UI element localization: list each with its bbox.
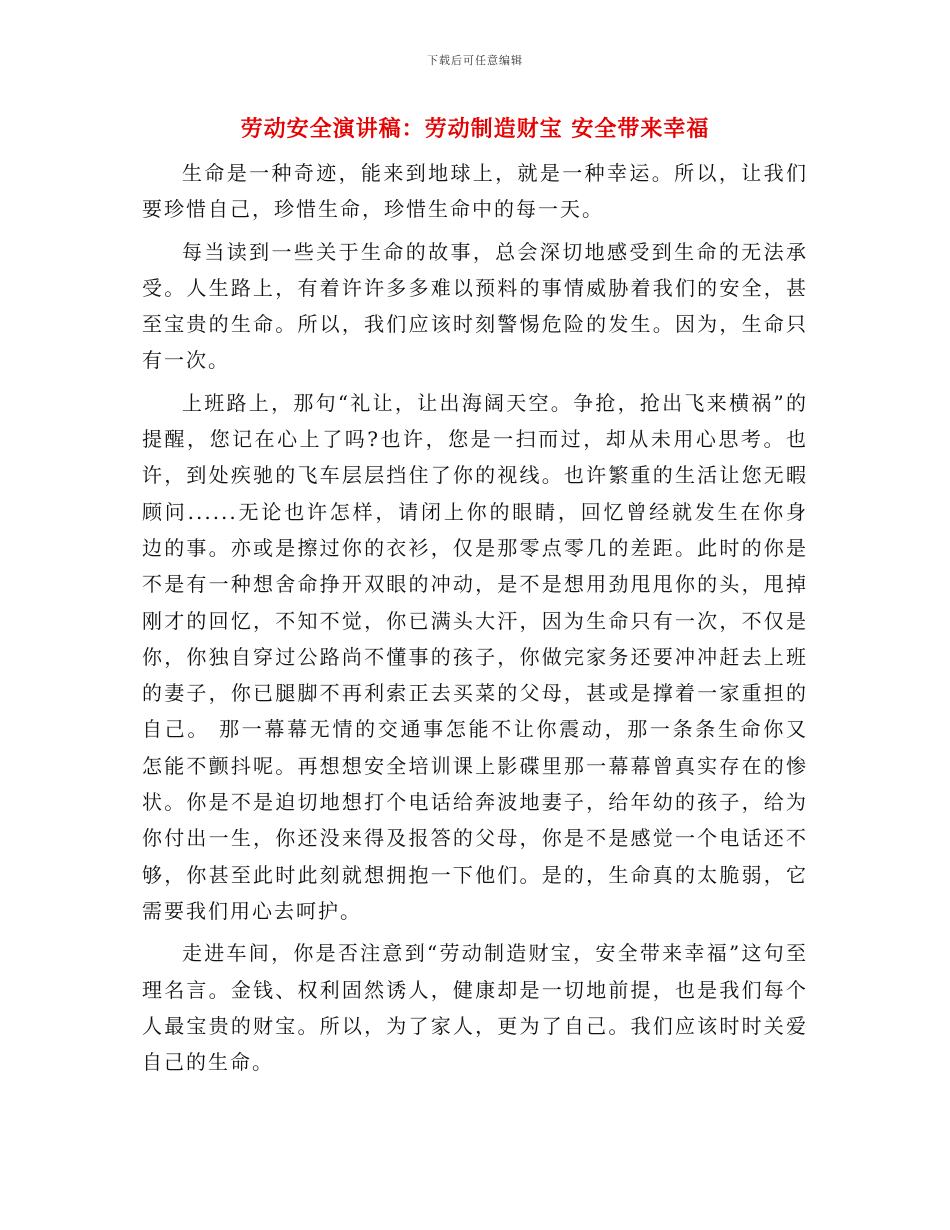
paragraph: 上班路上，那句“礼让，让出海阔天空。争抢，抢出飞来横祸”的提醒，您记在心上了吗?也许，您是一扫而过，却从未用心思考。也许，到处疾驰的飞车层层挡住了你的视线。也许繁重的生活让您无暇顾问......无论也许怎样，请闭上你的眼睛，回忆曾经就发生在你身边的事。亦或是擦过你的衣衫，仅是那零点零几的差距。此时的你是不是有一种想舍命挣开双眼的冲动，是不是想用劲甩甩你的头，甩掉刚才的回忆，不知不觉，你已满头大汗，因为生命只有一次，不仅是你，你独自穿过公路尚不懂事的孩子，你做完家务还要冲冲赶去上班的妻子，你已腿脚不再利索正去买菜的父母，甚或是撑着一家重担的自己。 那一幕幕无情的交通事怎能不让你震动，那一条条生命你又怎能不颤抖呢。再想想安全培训课上影碟里那一幕幕曾真实存在的惨状。你是不是迫切地想打个电话给奔波地妻子，给年幼的孩子，给为你付出一生，你还没来得及报答的父母，你是不是感觉一个电话还不够，你甚至此时此刻就想拥抱一下他们。是的，生命真的太脆弱，它需要我们用心去呵护。 (142, 390, 808, 923)
document-title: 劳动安全演讲稿：劳动制造财宝 安全带来幸福 (240, 116, 710, 142)
paragraph: 每当读到一些关于生命的故事，总会深切地感受到生命的无法承受。人生路上，有着许许多多难以预料的事情威胁着我们的安全，甚至宝贵的生命。所以，我们应该时刻警惕危险的发生。因为，生命只有一次。 (142, 239, 808, 373)
document-body (142, 155, 808, 1086)
paragraph: 生命是一种奇迹，能来到地球上，就是一种幸运。所以，让我们要珍惜自己，珍惜生命，珍惜生命中的每一天。 (142, 161, 808, 222)
header-note: 下载后可任意编辑 (427, 54, 523, 67)
paragraph: 走进车间，你是否注意到“劳动制造财宝，安全带来幸福”这句至理名言。金钱、权利固然诱人，健康却是一切地前提，也是我们每个人最宝贵的财宝。所以，为了家人，更为了自己。我们应该时时关爱自己的生命。 (142, 941, 808, 1075)
